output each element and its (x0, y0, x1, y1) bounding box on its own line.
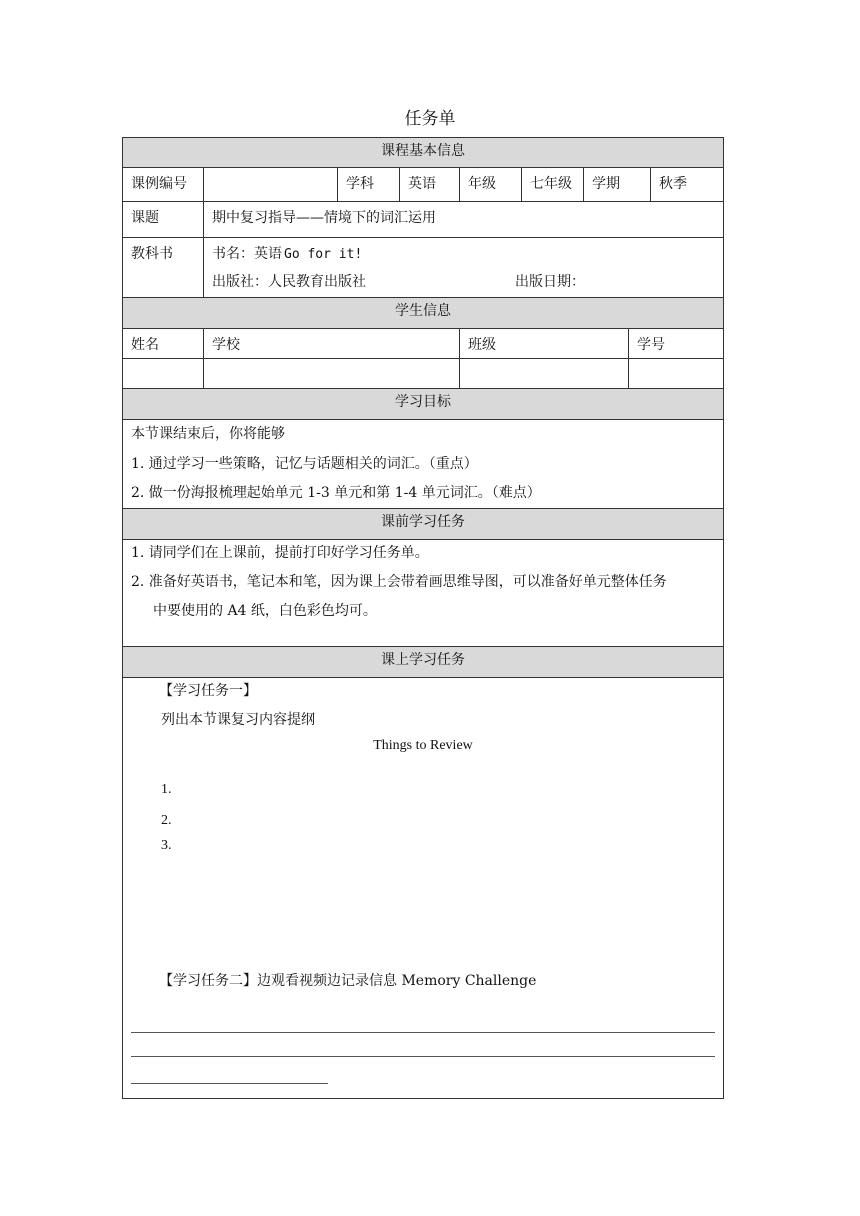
student-header-row (123, 329, 723, 359)
book-name-line (212, 243, 715, 271)
task-sheet-table (122, 137, 724, 1099)
pre-class-item-2-line-1: 2. 准备好英语书，笔记本和笔，因为课上会带着画思维导图，可以准备好单元整体任务 (131, 574, 667, 590)
grade-value: 七年级 (522, 168, 584, 201)
name-label: 姓名 (123, 329, 204, 358)
objectives-intro: 本节课结束后，你将能够 (131, 426, 285, 442)
book-name-en: Go for it! (284, 247, 363, 262)
section-header-student-info: 学生信息 (123, 298, 723, 329)
school-field[interactable] (204, 359, 460, 388)
task-1-title: 【学习任务一】 (159, 683, 257, 699)
case-no-value[interactable] (204, 168, 338, 201)
document-title: 任务单 (404, 109, 456, 129)
topic-value: 期中复习指导——情境下的词汇运用 (212, 210, 436, 226)
class-field[interactable] (460, 359, 629, 388)
book-name-prefix: 书名：英语 (212, 246, 282, 262)
task-1-description: 列出本节课复习内容提纲 (161, 712, 315, 728)
textbook-info (204, 238, 723, 297)
pub-date: 出版日期： (515, 274, 585, 290)
publisher-line (212, 271, 715, 293)
school-label: 学校 (204, 329, 460, 358)
term-value: 秋季 (659, 176, 687, 192)
subject-value: 英语 (400, 168, 460, 201)
student-id-field[interactable] (629, 359, 723, 388)
textbook-row (123, 238, 723, 298)
review-item-3: 3. (161, 838, 172, 853)
task-2-title: 【学习任务二】边观看视频边记录信息 Memory Challenge (159, 973, 537, 989)
section-header-course-info: 课程基本信息 (123, 138, 723, 168)
pre-class-item-1: 1. 请同学们在上课前，提前打印好学习任务单。 (131, 545, 429, 561)
textbook-label: 教科书 (123, 238, 204, 297)
review-item-2: 2. (161, 813, 172, 828)
section-header-in-class: 课上学习任务 (123, 647, 723, 678)
term-label: 学期 (584, 168, 651, 201)
course-row-1 (123, 168, 723, 202)
in-class-body (123, 678, 723, 1098)
objective-item-1: 1. 通过学习一些策略，记忆与话题相关的词汇。（重点） (131, 456, 478, 472)
pre-class-body (123, 540, 723, 647)
topic-row (123, 202, 723, 238)
objectives-body (123, 420, 723, 509)
review-item-1: 1. (161, 782, 172, 797)
objective-item-2: 2. 做一份海报梳理起始单元 1-3 单元和第 1-4 单元词汇。（难点） (131, 485, 541, 501)
case-no-label: 课例编号 (123, 168, 204, 201)
answer-line-3[interactable] (131, 1082, 328, 1084)
answer-line-1[interactable] (131, 1031, 715, 1033)
pre-class-item-2-line-2: 中要使用的 A4 纸，白色彩色均可。 (153, 603, 377, 619)
subject-label: 学科 (338, 168, 400, 201)
review-title: Things to Review (373, 738, 473, 753)
topic-label: 课题 (123, 202, 204, 237)
student-input-row (123, 359, 723, 389)
answer-line-2[interactable] (131, 1055, 715, 1057)
grade-label: 年级 (460, 168, 522, 201)
name-field[interactable] (123, 359, 204, 388)
section-header-objectives: 学习目标 (123, 389, 723, 420)
student-id-label: 学号 (637, 337, 665, 353)
publisher: 出版社：人民教育出版社 (212, 274, 366, 290)
section-header-pre-class: 课前学习任务 (123, 509, 723, 540)
class-label: 班级 (460, 329, 629, 358)
